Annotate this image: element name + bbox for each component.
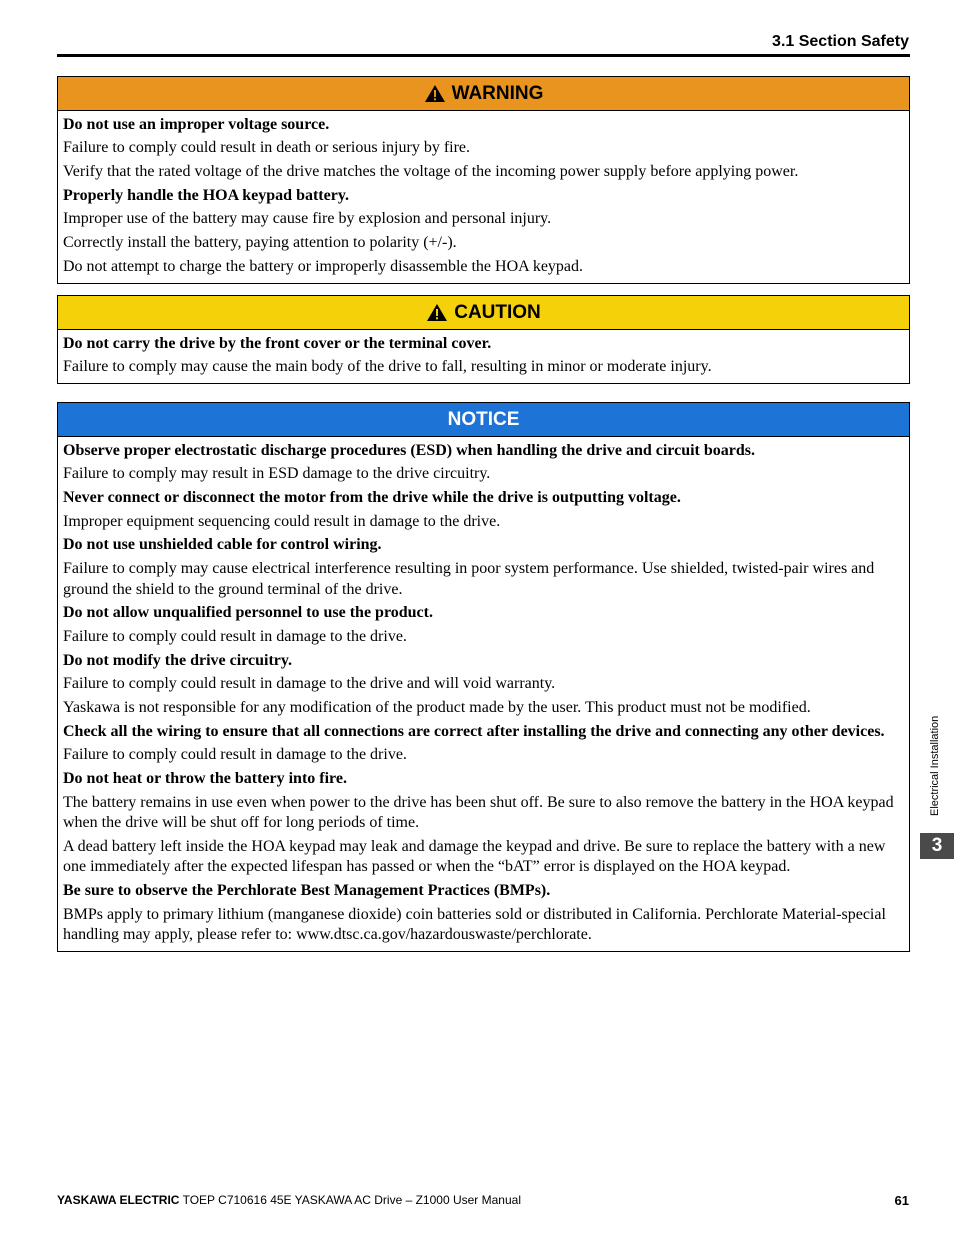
- safety-heading: Check all the wiring to ensure that all connections are correct after installing the drive and connecting any other devices.: [63, 722, 885, 740]
- safety-text: Improper use of the battery may cause fire by explosion and personal injury.: [63, 210, 552, 228]
- section-title: 3.1 Section Safety: [772, 33, 909, 50]
- safety-heading: Never connect or disconnect the motor from the drive while the drive is outputting voltage.: [63, 488, 681, 506]
- safety-text: Failure to comply may cause the main body of the drive to fall, resulting in minor or moderate injury.: [63, 358, 712, 376]
- warning-content: [58, 111, 909, 283]
- notice-box: [57, 402, 910, 952]
- header-rule: [57, 54, 910, 57]
- footer-doc: TOEP C710616 45E YASKAWA AC Drive – Z1000 User Manual: [179, 1193, 521, 1207]
- safety-heading: Do not modify the drive circuitry.: [63, 651, 293, 669]
- safety-text: Verify that the rated voltage of the drive matches the voltage of the incoming power supply before applying power.: [63, 162, 799, 180]
- safety-text: Failure to comply could result in damage to the drive and will void warranty.: [63, 675, 556, 693]
- safety-text: Do not attempt to charge the battery or improperly disassemble the HOA keypad.: [63, 257, 584, 275]
- safety-text: Yaskawa is not responsible for any modification of the product made by the user. This product must not be modified.: [63, 698, 811, 716]
- footer-text: [57, 1193, 521, 1207]
- safety-heading: Observe proper electrostatic discharge procedures (ESD) when handling the drive and circuit boards.: [63, 441, 755, 459]
- warning-header: [58, 77, 909, 111]
- safety-heading: Do not carry the drive by the front cover or the terminal cover.: [63, 334, 492, 352]
- safety-heading: Do not use unshielded cable for control wiring.: [63, 536, 382, 554]
- safety-heading: Properly handle the HOA keypad battery.: [63, 186, 349, 204]
- safety-text: Improper equipment sequencing could result in damage to the drive.: [63, 512, 501, 530]
- caution-box: [57, 295, 910, 384]
- warning-triangle-icon: [426, 303, 448, 322]
- notice-content: [58, 437, 909, 951]
- caution-label: CAUTION: [454, 301, 541, 323]
- safety-text: The battery remains in use even when power to the drive has been shut off. Be sure to also remove the battery in the HOA keypad when the drive will be shut off for long periods of time.: [63, 793, 894, 832]
- chapter-side-label: Electrical Installation: [929, 715, 941, 816]
- safety-text: BMPs apply to primary lithium (manganese dioxide) coin batteries sold or distributed in California. Perchlorate Material-special handling may apply, please refer to: www.dtsc.ca.gov/hazardouswaste/perchlorate.: [63, 905, 886, 944]
- safety-heading: Do not allow unqualified personnel to use the product.: [63, 604, 433, 622]
- safety-heading: Do not heat or throw the battery into fire.: [63, 770, 347, 788]
- footer-brand: YASKAWA ELECTRIC: [57, 1193, 180, 1207]
- safety-text: Correctly install the battery, paying attention to polarity (+/-).: [63, 234, 457, 252]
- safety-text: Failure to comply could result in damage to the drive.: [63, 746, 407, 764]
- caution-header: [58, 296, 909, 330]
- safety-text: Failure to comply could result in death or serious injury by fire.: [63, 139, 471, 157]
- safety-text: A dead battery left inside the HOA keypad may leak and damage the keypad and drive. Be sure to replace the battery with a new one immediately after the expected lifespan has passed or when the “bAT” error is displayed on the HOA keypad.: [63, 837, 886, 876]
- safety-text: Failure to comply could result in damage to the drive.: [63, 627, 407, 645]
- chapter-tab: 3: [920, 833, 954, 859]
- notice-label: NOTICE: [447, 408, 520, 430]
- safety-heading: Be sure to observe the Perchlorate Best Management Practices (BMPs).: [63, 882, 551, 900]
- safety-text: Failure to comply may result in ESD damage to the drive circuitry.: [63, 465, 491, 483]
- warning-label: WARNING: [451, 82, 544, 104]
- notice-header: [58, 403, 909, 437]
- safety-text: Failure to comply may cause electrical interference resulting in poor system performance. Use shielded, twisted-pair wires and ground the shield to the ground terminal of the drive.: [63, 560, 875, 598]
- safety-heading: Do not use an improper voltage source.: [63, 115, 330, 133]
- warning-box: [57, 76, 910, 284]
- page-number: 61: [894, 1193, 909, 1208]
- warning-triangle-icon: [424, 84, 446, 103]
- caution-content: [58, 330, 909, 383]
